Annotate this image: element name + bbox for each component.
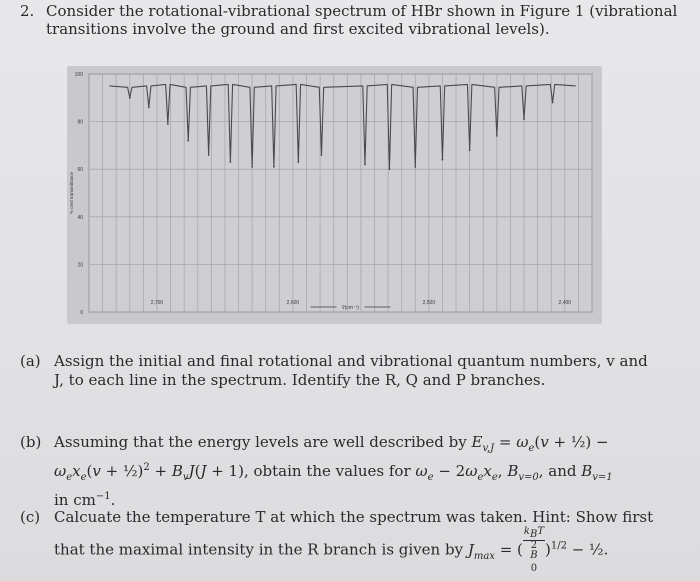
part-b-line-3: in $cm^{-1}$. (54, 491, 116, 509)
y-tick-label: 40 (77, 214, 83, 221)
absorption-line (442, 159, 444, 161)
y-tick-label: 100 (74, 72, 83, 78)
absorption-line (552, 102, 554, 104)
y-tick-label: 60 (77, 167, 83, 174)
x-tick-label: 2,500 (422, 300, 436, 306)
absorption-line (414, 166, 416, 168)
absorption-line (297, 161, 299, 163)
absorption-line (229, 161, 231, 163)
x-tick-label: 2,600 (286, 300, 300, 306)
absorption-line (321, 154, 323, 156)
absorption-line (187, 140, 189, 142)
absorption-line (167, 123, 169, 125)
question-number: 2. (20, 2, 35, 20)
absorption-line (469, 149, 471, 151)
part-a-label: (a) (20, 352, 41, 370)
part-b-line-2: $\omega_ex_e(v$ + ½)$^2$ + $B_vJ(J + 1)$, obtain the values for $\omega_e - 2\omega_ex_e$, $B_{v=0}$, and $B_{v=1}$ (54, 462, 613, 483)
x-tick-label: 2,400 (558, 300, 572, 306)
part-c (20, 508, 685, 574)
absorption-line (251, 166, 253, 168)
absorption-line (273, 166, 275, 168)
absorption-line (129, 97, 131, 99)
spectrum-chart (67, 66, 602, 324)
y-tick-label: 0 (80, 310, 83, 316)
part-b-label: (b) (20, 433, 42, 451)
part-b-line-1: Assuming that the energy levels are well described by $E_{v,J} = \omega_e(v$ + ½) − (54, 433, 609, 454)
absorption-line (389, 168, 391, 170)
plot-area (89, 74, 592, 312)
x-axis-label: ṽ(cm⁻¹) (342, 305, 359, 311)
absorption-line (208, 154, 210, 156)
absorption-line (496, 135, 498, 137)
part-a-line-1: Assign the initial and final rotational and vibrational quantum numbers, v and (54, 352, 648, 370)
spectrum-figure (67, 66, 602, 324)
part-b (20, 433, 685, 510)
x-tick-label: 2,700 (150, 300, 164, 306)
part-a-line-2: J, to each line in the spectrum. Identify the R, Q and P branches. (54, 371, 546, 389)
y-tick-label: 80 (77, 119, 83, 126)
absorption-line (523, 118, 525, 120)
question-line-1: Consider the rotational-vibrational spectrum of HBr shown in Figure 1 (vibrational (46, 2, 678, 20)
question-header (20, 2, 680, 38)
absorption-line (148, 106, 150, 108)
part-c-label: (c) (20, 508, 41, 526)
question-line-2: transitions involve the ground and first excited vibrational levels). (46, 20, 550, 38)
y-tick-label: 20 (77, 262, 83, 269)
y-axis-label: % cent transmittance (69, 171, 74, 215)
part-a (20, 352, 685, 390)
part-c-line-1: Calcuate the temperature T at which the spectrum was taken. Hint: Show first (54, 508, 654, 526)
absorption-line (364, 164, 366, 166)
part-c-line-2: that the maximal intensity in the R branch is given by $J_{max}$ = ( $k_BT$ 2 B $_0$ )$^{1/2}$ − ½. (54, 526, 609, 574)
